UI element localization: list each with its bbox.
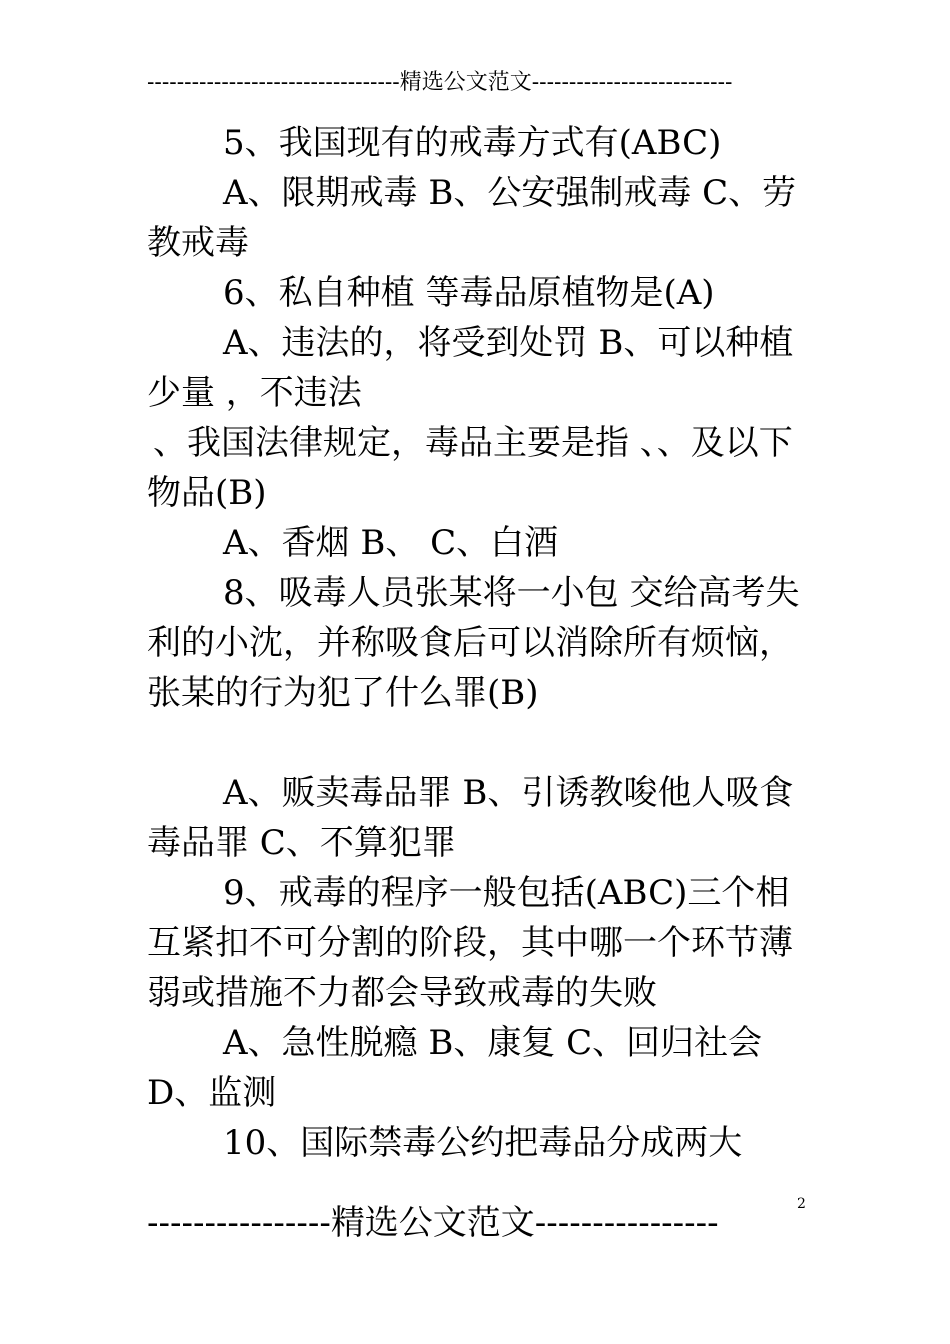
question-6: 6、私自种植 等毒品原植物是(A) (223, 273, 715, 313)
question-8: 8、吸毒人员张某将一小包 交给高考失利的小沈，并称吸食后可以消除所有烦恼，张某的行为犯了什么罪(B) (147, 573, 800, 713)
page-header: ----------------------------------精选公文范文--------------------------- (147, 70, 733, 95)
page-footer: ----------------精选公文范文---------------- (147, 1203, 719, 1243)
question-5-options: A、限期戒毒 B、公安强制戒毒 C、劳教戒毒 (147, 173, 797, 263)
question-7-options: A、香烟 B、 C、白酒 (223, 523, 559, 563)
question-6-options: A、违法的，将受到处罚 B、可以种植少量 ，不违法 (147, 323, 794, 413)
question-8-options: A、贩卖毒品罪 B、引诱教唆他人吸食毒品罪 C、不算犯罪 (147, 773, 794, 863)
question-9-options: A、急性脱瘾 B、康复 C、回归社会 D、监测 (147, 1023, 763, 1113)
document-body (147, 118, 811, 1168)
question-9: 9、戒毒的程序一般包括(ABC)三个相互紧扣不可分割的阶段，其中哪一个环节薄弱或措施不力都会导致戒毒的失败 (147, 873, 793, 1013)
question-5: 5、我国现有的戒毒方式有(ABC) (223, 123, 722, 163)
question-10: 10、国际禁毒公约把毒品分成两大 (223, 1123, 743, 1163)
page-number: 2 (797, 1196, 806, 1212)
paragraph-gap (147, 718, 811, 768)
question-7: 、我国法律规定，毒品主要是指 、、及以下物品(B) (147, 423, 793, 513)
